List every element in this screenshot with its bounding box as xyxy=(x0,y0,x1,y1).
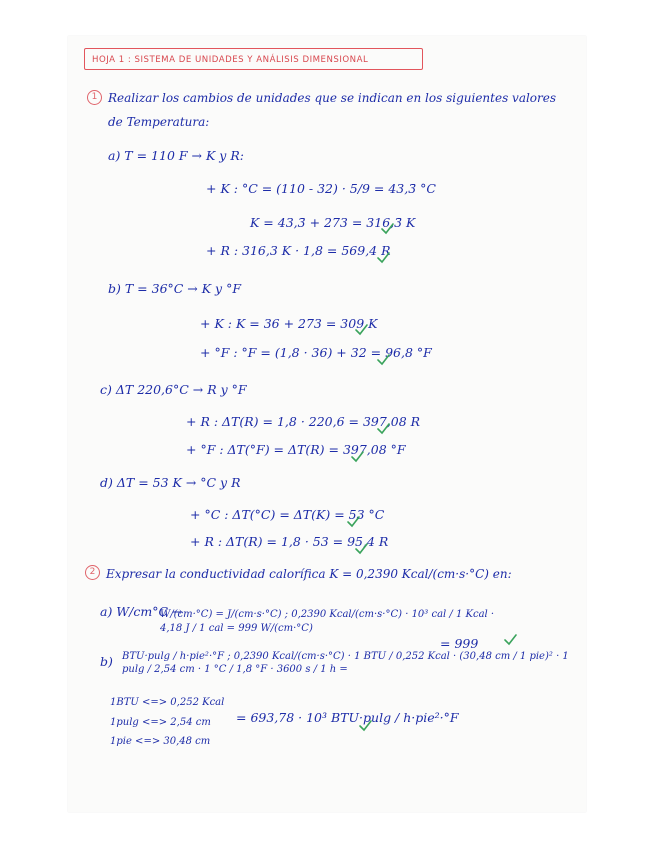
ex1-c-line1: + R : ΔT(R) = 1,8 · 220,6 = 397,08 R xyxy=(186,414,421,429)
ex1-c-line2: + °F : ΔT(°F) = ΔT(R) = 397,08 °F xyxy=(186,442,406,457)
ex1-statement-line2: de Temperatura: xyxy=(108,115,210,129)
ex1-statement-line1: Realizar los cambios de unidades que se indican en los siguientes valores xyxy=(108,91,557,105)
ex1-d-line1: + °C : ΔT(°C) = ΔT(K) = 53 °C xyxy=(190,507,385,522)
ex2-b-result: = 693,78 · 10³ BTU·pulg / h·pie²·°F xyxy=(236,710,459,725)
ex1-a-line2: K = 43,3̄ + 273 = 316,3̄ K xyxy=(250,215,416,230)
exercise-number-2: 2 xyxy=(85,565,100,580)
check-mark-d-r xyxy=(356,544,367,553)
check-mark-d-c xyxy=(348,517,359,526)
check-mark-b-f xyxy=(378,355,389,364)
ex1-d-line2: + R : ΔT(R) = 1,8 · 53 = 95,4 R xyxy=(190,534,389,549)
ex2-a-equation: W/(cm·°C) = J/(cm·s·°C) ; 0,2390 Kcal/(cm·s·°C) · 10³ cal / 1 Kcal · 4,18 J / 1 cal = 999 W/(cm·°C) xyxy=(160,609,495,634)
ex1-b-line1: + K : K = 36 + 273 = 309 K xyxy=(200,316,378,331)
ex1-c-label: c) ΔT 220,6°C → R y °F xyxy=(100,382,247,397)
check-mark-a-k xyxy=(382,224,393,233)
ex2-b-equivalence-1: 1BTU <=> 0,252 Kcal xyxy=(110,697,225,708)
ex2-a-label: a) W/cm°C → xyxy=(100,604,183,619)
ex1-b-line2: + °F : °F = (1,8 · 36) + 32 = 96,8 °F xyxy=(200,345,432,360)
check-mark-b-k xyxy=(356,325,367,334)
ex2-statement: Expresar la conductividad calorífica K = 0,2390 Kcal/(cm·s·°C) en: xyxy=(106,567,512,581)
check-mark-c-r xyxy=(378,424,389,433)
ex2-b-equivalence-2: 1pulg <=> 2,54 cm xyxy=(110,717,211,728)
ex2-a-result: = 999 xyxy=(440,636,479,651)
ex1-a-line3: + R : 316,3 K · 1,8 = 569,4 R xyxy=(206,243,391,258)
ex1-b-label: b) T = 36°C → K y °F xyxy=(108,281,242,296)
ex1-a-label: a) T = 110 F → K y R: xyxy=(108,148,244,163)
ex2-b-label: b) xyxy=(100,654,113,669)
page-title: HOJA 1 : SISTEMA DE UNIDADES Y ANÁLISIS DIMENSIONAL xyxy=(92,55,369,65)
check-mark-c-f xyxy=(352,452,363,461)
ex2-b-equation: BTU·pulg / h·pie²·°F ; 0,2390 Kcal/(cm·s·°C) · 1 BTU / 0,252 Kcal · (30,48 cm / 1 pie)² · 1 pulg / 2,54 cm · 1 °C / 1,8 °F · 3600 s / 1 h = xyxy=(122,651,569,675)
ex1-d-label: d) ΔT = 53 K → °C y R xyxy=(100,475,241,490)
ex1-a-line1: + K : °C = (110 - 32) · 5/9 = 43,3̄ °C xyxy=(206,181,436,196)
ex2-b-equivalence-3: 1pie <=> 30,48 cm xyxy=(110,736,211,747)
check-mark-2a xyxy=(505,635,516,644)
check-mark-a-r xyxy=(378,253,389,262)
exercise-number-1: 1 xyxy=(87,90,102,105)
check-mark-2b xyxy=(360,721,371,730)
